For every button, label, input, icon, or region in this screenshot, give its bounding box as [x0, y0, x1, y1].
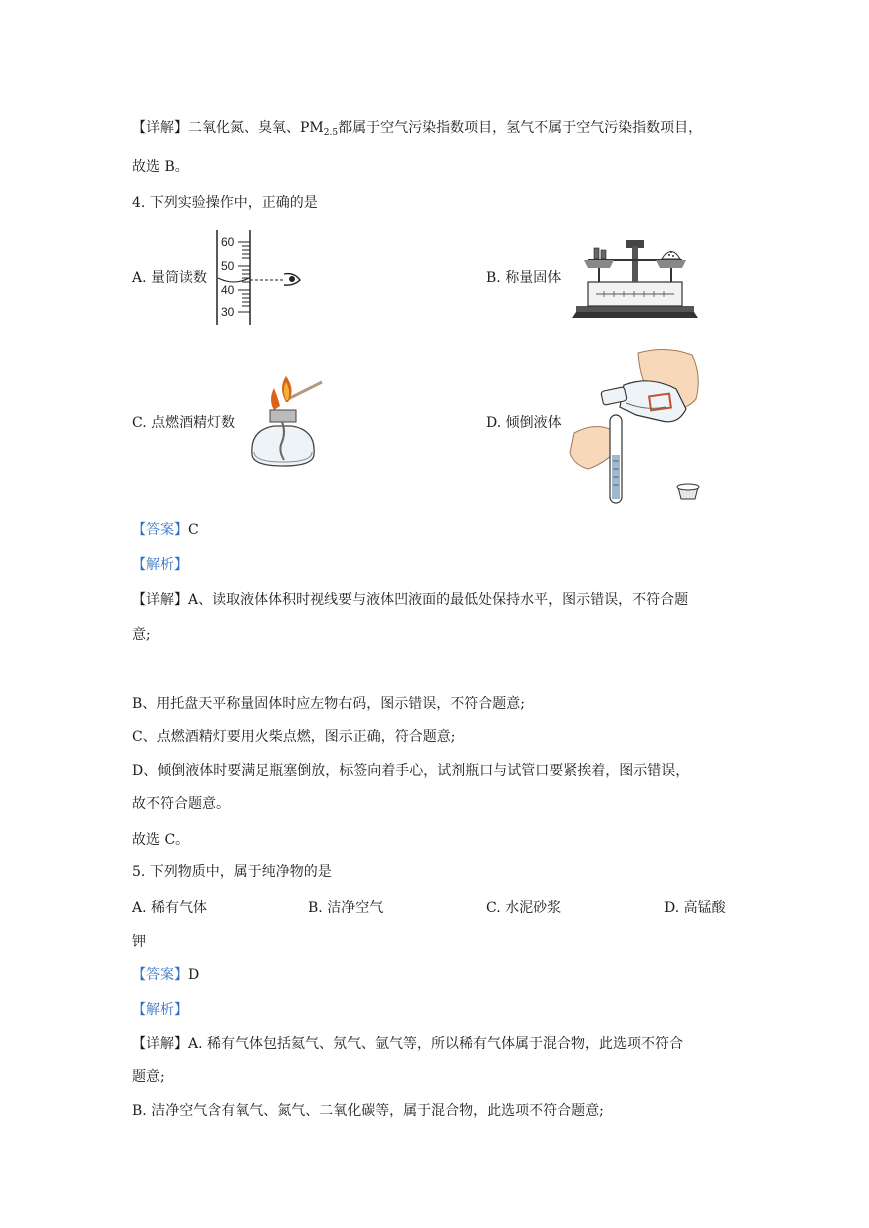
pouring-liquid-figure [566, 345, 716, 507]
q5-analysis-label: 【解析】 [132, 1002, 188, 1018]
detail-text: A、读取液体体积时视线要与液体凹液面的最低处保持水平，图示错误，不符合题 [188, 592, 689, 608]
q4-detail-b: B、用托盘天平称量固体时应左物右码，图示错误，不符合题意; [132, 696, 526, 712]
q4-option-c: C. 点燃酒精灯数 [132, 415, 236, 431]
q4-stem: 4. 下列实验操作中，正确的是 [132, 195, 318, 211]
q5-answer [132, 965, 199, 985]
q5-detail-a-wrap: 题意; [132, 1069, 165, 1085]
detail-text: 二氧化氮、臭氧、PM [188, 120, 324, 136]
pm-subscript: 2.5 [323, 128, 339, 138]
q5-option-d-wrap: 钾 [132, 934, 146, 950]
q4-detail-d: D、倾倒液体时要满足瓶塞倒放，标签向着手心，试剂瓶口与试管口要紧挨着，图示错误， [132, 763, 690, 779]
q4-detail-d-wrap: 故不符合题意。 [132, 796, 230, 812]
q4-conclusion: 故选 C。 [132, 832, 190, 848]
detail-label: 【详解】 [132, 592, 188, 608]
detail-label: 【详解】 [132, 120, 188, 136]
tick-label-60: 60 [221, 235, 235, 249]
balance-scale-figure [570, 234, 700, 322]
q4-analysis-label: 【解析】 [132, 557, 188, 573]
q5-detail-a [132, 1034, 683, 1054]
tick-label-50: 50 [221, 259, 235, 273]
detail-text: A. 稀有气体包括氦气、氖气、氩气等，所以稀有气体属于混合物，此选项不符合 [188, 1036, 684, 1052]
q4-detail-a [132, 590, 688, 610]
tick-label-30: 30 [221, 305, 235, 319]
answer-label: 【答案】 [132, 967, 188, 983]
graduated-cylinder-figure [212, 228, 312, 328]
q4-option-b: B. 称量固体 [486, 270, 562, 286]
q4-answer [132, 520, 199, 540]
q3-detail-line-1 [132, 118, 702, 143]
answer-label: 【答案】 [132, 522, 188, 538]
q5-option-b: B. 洁净空气 [308, 900, 384, 916]
q3-conclusion: 故选 B。 [132, 159, 189, 175]
q5-option-d: D. 高锰酸 [664, 900, 726, 916]
alcohol-lamp-figure [244, 374, 326, 472]
q4-detail-c: C、点燃酒精灯要用火柴点燃，图示正确，符合题意; [132, 729, 456, 745]
detail-label: 【详解】 [132, 1036, 188, 1052]
answer-value: D [188, 967, 200, 983]
tick-label-40: 40 [221, 283, 235, 297]
q4-detail-a-wrap: 意; [132, 627, 151, 643]
answer-value: C [188, 522, 199, 538]
q5-option-a: A. 稀有气体 [132, 900, 208, 916]
q4-option-a: A. 量筒读数 [132, 270, 208, 286]
detail-text: 都属于空气污染指数项目，氢气不属于空气污染指数项目， [338, 120, 703, 136]
q5-option-c: C. 水泥砂浆 [486, 900, 562, 916]
q4-option-d: D. 倾倒液体 [486, 415, 562, 431]
q5-detail-b: B. 洁净空气含有氧气、氮气、二氧化碳等，属于混合物，此选项不符合题意; [132, 1103, 604, 1119]
q5-stem: 5. 下列物质中，属于纯净物的是 [132, 864, 332, 880]
